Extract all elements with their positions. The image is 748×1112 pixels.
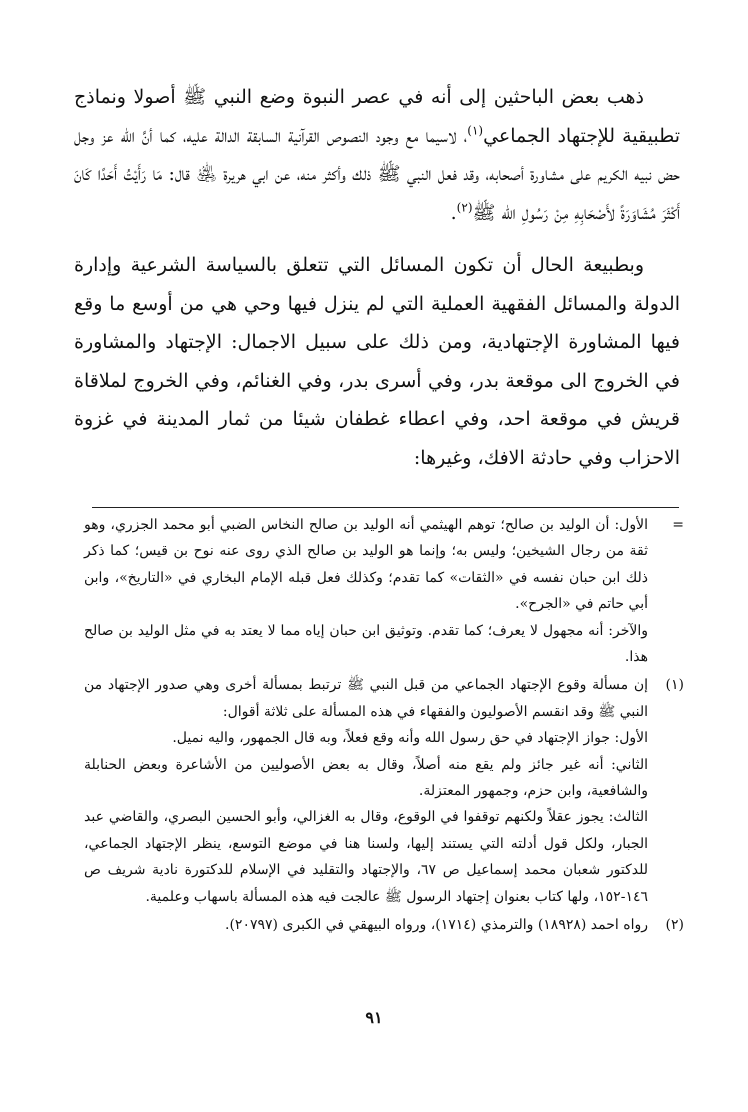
paragraph-1-part-b: ، لاسيما مع وجود النصوص القرآنية السابقة الدالة عليه، كما أنَّ الله عز وجل حض نبيه الكريم على مشاورة أصحابه، وقد فعل النبي ﷺ ذلك وأكثر منه، عن ابي هريرة ﵁ قال: مَا رَأَيْتُ أَحَدًا كَانَ أَكْثَرَ مُشَاوَرَةً لأَصْحَابِهِ مِنْ رَسُولِ الله ﷺ bbox=[74, 124, 680, 224]
main-text bbox=[74, 78, 680, 477]
footnote-2 bbox=[84, 912, 684, 938]
footnote-1-line-4: الثالث: يجوز عقلاً ولكنهم توقفوا في الوقوع، وقال به الغزالي، وأبو الحسين البصري، والقاضي عبد الجبار، ولكل قول أدلته التي يستند إليها، ولسنا هنا في موضع التوسع، ينظر الإجتهاد الجماعي، للدكتور شعبان محمد إسماعيل ص ٦٧، والإجتهاد والتقليد في الإسلام للدكتورة نادية شريف ص ١٤٦-١٥٢، ولها كتاب بعنوان إجتهاد الرسول ﷺ عالجت فيه هذه المسألة باسهاب وعلمية. bbox=[84, 809, 648, 905]
continuation-line-2: والآخر: أنه مجهول لا يعرف؛ كما تقدم. وتوثيق ابن حبان إياه مما لا يعتد به في مثل الوليد بن صالح هذا. bbox=[84, 622, 648, 666]
footnote-1-marker: (١) bbox=[665, 677, 684, 694]
footnote-divider bbox=[92, 507, 679, 508]
footnote-2-text: رواه احمد (١٨٩٢٨) والترمذي (١٧١٤)، ورواه البيهقي في الكبرى (٢٠٧٩٧). bbox=[225, 917, 648, 934]
continuation-line-1: الأول: أن الوليد بن صالح؛ توهم الهيثمي أنه الوليد بن صالح النخاس الضبي أبو محمد الجزري، وهو ثقة من رجال الشيخين؛ وليس به؛ وإنما هو الوليد بن صالح الذي روى عنه نوح بن قيس؛ كما ذكر ذلك ابن حبان نفسه في «الثقات» كما تقدم؛ وكذلك فعل قبله الإمام البخاري في «التاريخ»، وابن أبي حاتم في «الجرح». bbox=[84, 517, 648, 613]
page-number: ٩١ bbox=[365, 1008, 383, 1027]
paragraph-1 bbox=[74, 78, 680, 232]
paragraph-1-end: . bbox=[450, 201, 457, 224]
footnote-1-line-3: الثاني: أنه غير جائز ولم يقع منه أصلاً، وقال به بعض الأصوليين من الأشاعرة وبعض الحنابلة والشافعية، وابن حزم، وجمهور المعتزلة. bbox=[84, 756, 648, 800]
footnote-2-marker: (٢) bbox=[665, 917, 684, 934]
footnote-1-line-2: الأول: جواز الإجتهاد في حق رسول الله وأنه وقع فعلاً، وبه قال الجمهور، واليه نميل. bbox=[172, 730, 648, 747]
footnote-continuation bbox=[84, 512, 684, 670]
continuation-marker: = bbox=[672, 517, 684, 533]
footnote-1 bbox=[84, 672, 684, 910]
paragraph-1-part-a: ذهب بعض الباحثين إلى أنه في عصر النبوة وضع النبي ﷺ أصولا ونماذج تطبيقية للإجتهاد الجماعي bbox=[74, 86, 681, 147]
footnote-ref-1: (١) bbox=[467, 123, 484, 138]
footnotes bbox=[84, 512, 684, 939]
footnote-1-line-1: إن مسألة وقوع الإجتهاد الجماعي من قبل النبي ﷺ ترتبط بمسألة أخرى وهي صدور الإجتهاد من النبي ﷺ وقد انقسم الأصوليون والفقهاء في هذه المسألة على ثلاثة أقوال: bbox=[84, 677, 648, 720]
paragraph-2: وبطبيعة الحال أن تكون المسائل التي تتعلق بالسياسة الشرعية وإدارة الدولة والمسائل الفقهية العملية التي لم ينزل فيها وحي هي من أوسع ما وقع فيها المشاورة الإجتهادية، ومن ذلك على سبيل الاجمال: الإجتهاد والمشاورة في الخروج الى موقعة بدر، وفي أسرى بدر، وفي الغنائم، وفي الخروج لملاقاة قريش في موقعة احد، وفي اعطاء غطفان شيئا من ثمار المدينة في غزوة الاحزاب وفي حادثة الافك، وغيرها: bbox=[74, 254, 680, 469]
footnote-ref-2: (٢) bbox=[456, 200, 473, 215]
